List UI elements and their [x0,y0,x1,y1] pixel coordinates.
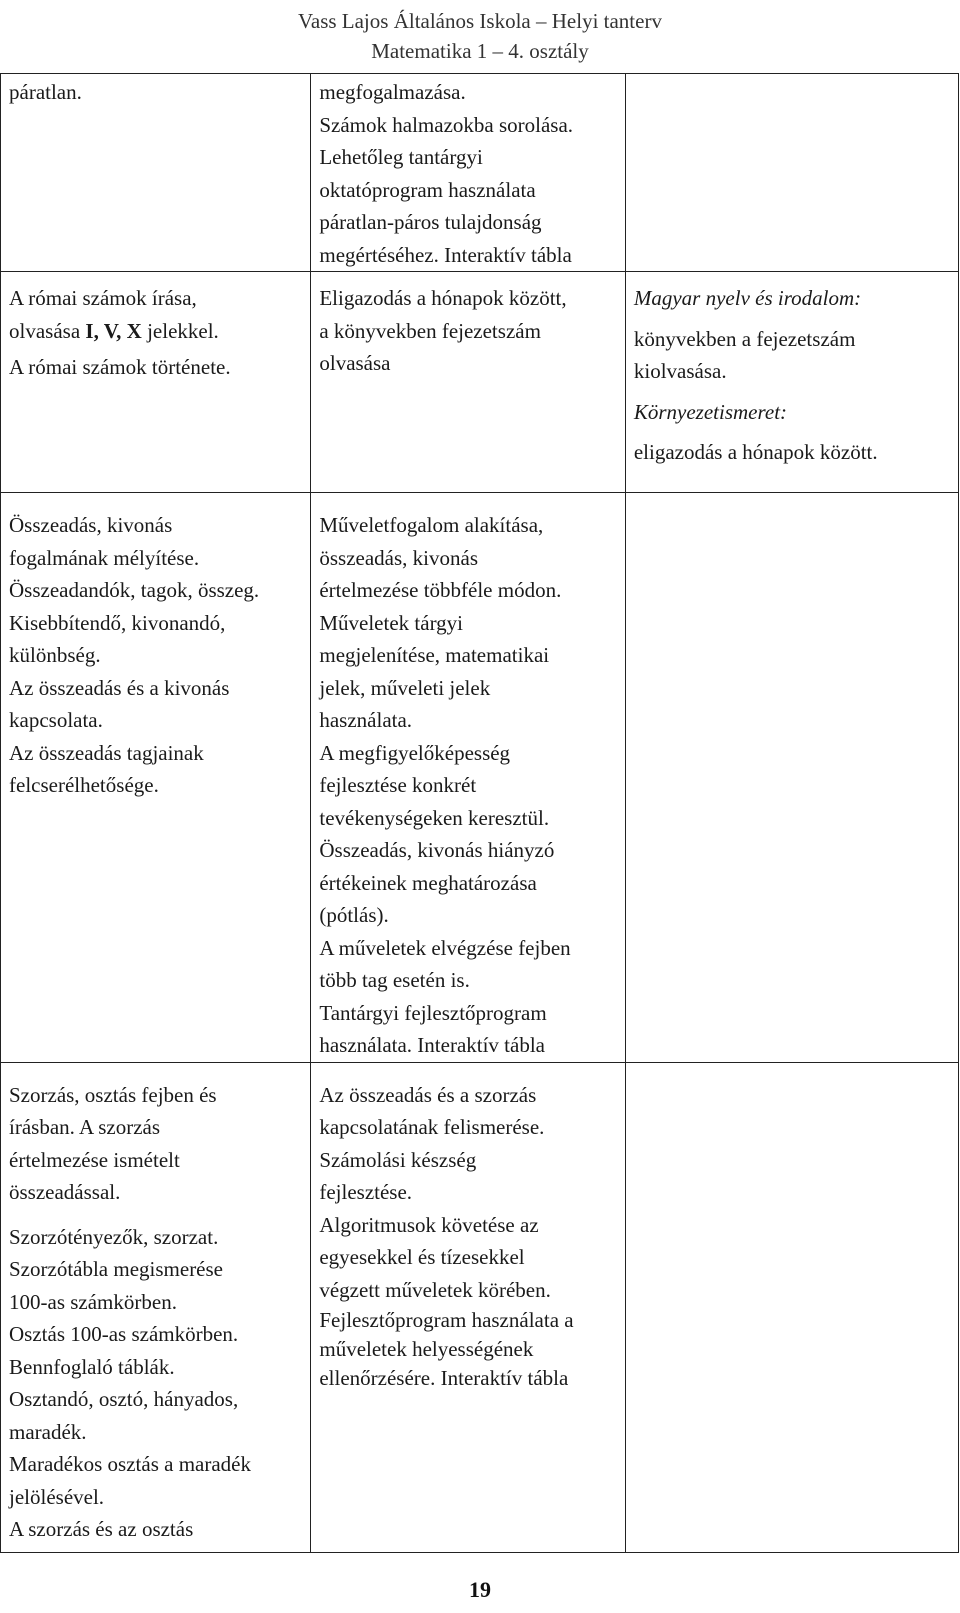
activity-line: használata. Interaktív tábla [319,1033,545,1057]
activity-line: Eligazodás a hónapok között, [319,286,567,310]
activity-line: értékeinek meghatározása [319,870,537,895]
curriculum-table [0,73,959,1553]
activity-line: műveletek helyességének [319,1337,534,1361]
activity-line: Algoritmusok követése az [319,1212,539,1237]
topic-text: jelölésével. [9,1484,105,1509]
topic-text: Osztandó, osztó, hányados, [9,1387,239,1411]
activity-line: összeadás, kivonás [319,545,478,570]
activity-line: megfogalmazása. [319,80,466,104]
connection-cell [625,272,958,493]
topic-text: Összeadandók, tagok, összeg. [9,578,260,602]
activity-line: Műveletfogalom alakítása, [319,513,544,537]
topic-text: Az összeadás tagjainak [9,740,204,765]
topic-text: Szorzótábla megismerése [9,1257,223,1281]
activity-line: A megfigyelőképesség [319,740,511,765]
activity-line: végzett műveletek körében. [319,1277,551,1302]
topic-text: páratlan. [9,80,82,104]
activity-line: Tantárgyi fejlesztőprogram [319,1000,547,1025]
activity-line: fejlesztése. [319,1180,413,1204]
topic-text: különbség. [9,643,101,667]
activity-line: Műveletek tárgyi [319,610,464,635]
page-header [0,6,960,66]
activity-line: a könyvekben fejezetszám [319,318,541,343]
topic-text: Szorzás, osztás fejben és [9,1082,217,1107]
connection-text: kiolvasása. [633,359,727,383]
topic-text: összeadással. [9,1180,121,1204]
connection-text: könyvekben a fejezetszám [633,326,856,351]
topic-text-part: olvasása [9,318,86,343]
activity-line: megértéséhez. Interaktív tábla [319,242,572,267]
topic-cell [1,74,311,272]
activity-line: Az összeadás és a szorzás [319,1082,537,1107]
topic-cell [1,493,311,1063]
activity-line: több tag esetén is. [319,968,470,992]
activity-cell [311,1062,626,1552]
topic-text: Szorzótényezők, szorzat. [9,1224,219,1249]
table-row [1,272,959,493]
activity-line: Fejlesztőprogram használata a [319,1308,574,1332]
activity-line: jelek, műveleti jelek [319,675,491,700]
topic-text: maradék. [9,1419,87,1444]
topic-text: írásban. A szorzás [9,1115,161,1139]
topic-text: A római számok írása, [9,286,197,310]
activity-cell [311,272,626,493]
connection-subject: Környezetismeret: [633,399,788,424]
topic-text: Bennfoglaló táblák. [9,1354,175,1379]
activity-line: olvasása [319,351,391,375]
header-school: Vass Lajos Általános Iskola – Helyi tanterv [298,9,662,33]
activity-cell [311,493,626,1063]
roman-numerals: I, V, X [85,318,142,343]
topic-text: Maradékos osztás a maradék [9,1452,251,1476]
topic-text-part: jelekkel. [141,318,219,343]
topic-text: 100-as számkörben. [9,1289,177,1314]
activity-line: oktatóprogram használata [319,177,536,202]
activity-line: tevékenységeken keresztül. [319,805,550,830]
topic-text: kapcsolata. [9,708,103,732]
connection-cell [625,74,958,272]
activity-line: kapcsolatának felismerése. [319,1115,545,1139]
topic-text: Összeadás, kivonás [9,513,173,537]
header-subject: Matematika 1 – 4. osztály [371,39,589,63]
topic-text: A római számok története. [9,355,231,379]
topic-cell [1,1062,311,1552]
topic-text: A szorzás és az osztás [9,1517,194,1541]
connection-cell [625,1062,958,1552]
activity-cell [311,74,626,272]
table-row [1,1062,959,1552]
activity-line: fejlesztése konkrét [319,773,477,797]
table-row [1,74,959,272]
activity-line: Számok halmazokba sorolása. [319,112,574,137]
topic-text: Osztás 100-as számkörben. [9,1322,239,1346]
activity-line: Lehetőleg tantárgyi [319,145,483,169]
activity-line: értelmezése többféle módon. [319,578,562,602]
activity-line: egyesekkel és tízesekkel [319,1245,525,1269]
page-number: 19 [469,1577,491,1602]
table-row [1,493,959,1063]
topic-text: Az összeadás és a kivonás [9,675,230,700]
activity-line: használata. [319,708,413,732]
connection-text: eligazodás a hónapok között. [633,440,878,464]
activity-line: (pótlás). [319,903,389,927]
topic-text: felcserélhetősége. [9,773,159,797]
topic-text: Kisebbítendő, kivonandó, [9,610,226,635]
activity-line: Összeadás, kivonás hiányzó [319,838,555,862]
connection-cell [625,493,958,1063]
topic-text [9,315,302,348]
activity-line: Számolási készség [319,1147,477,1172]
activity-line: A műveletek elvégzése fejben [319,935,571,960]
connection-subject: Magyar nyelv és irodalom: [633,286,862,310]
activity-line: páratlan-páros tulajdonság [319,210,542,234]
activity-line: megjelenítése, matematikai [319,643,550,667]
activity-line: ellenőrzésére. Interaktív tábla [319,1366,569,1390]
topic-cell [1,272,311,493]
topic-text: fogalmának mélyítése. [9,545,200,570]
topic-text: értelmezése ismételt [9,1147,180,1172]
